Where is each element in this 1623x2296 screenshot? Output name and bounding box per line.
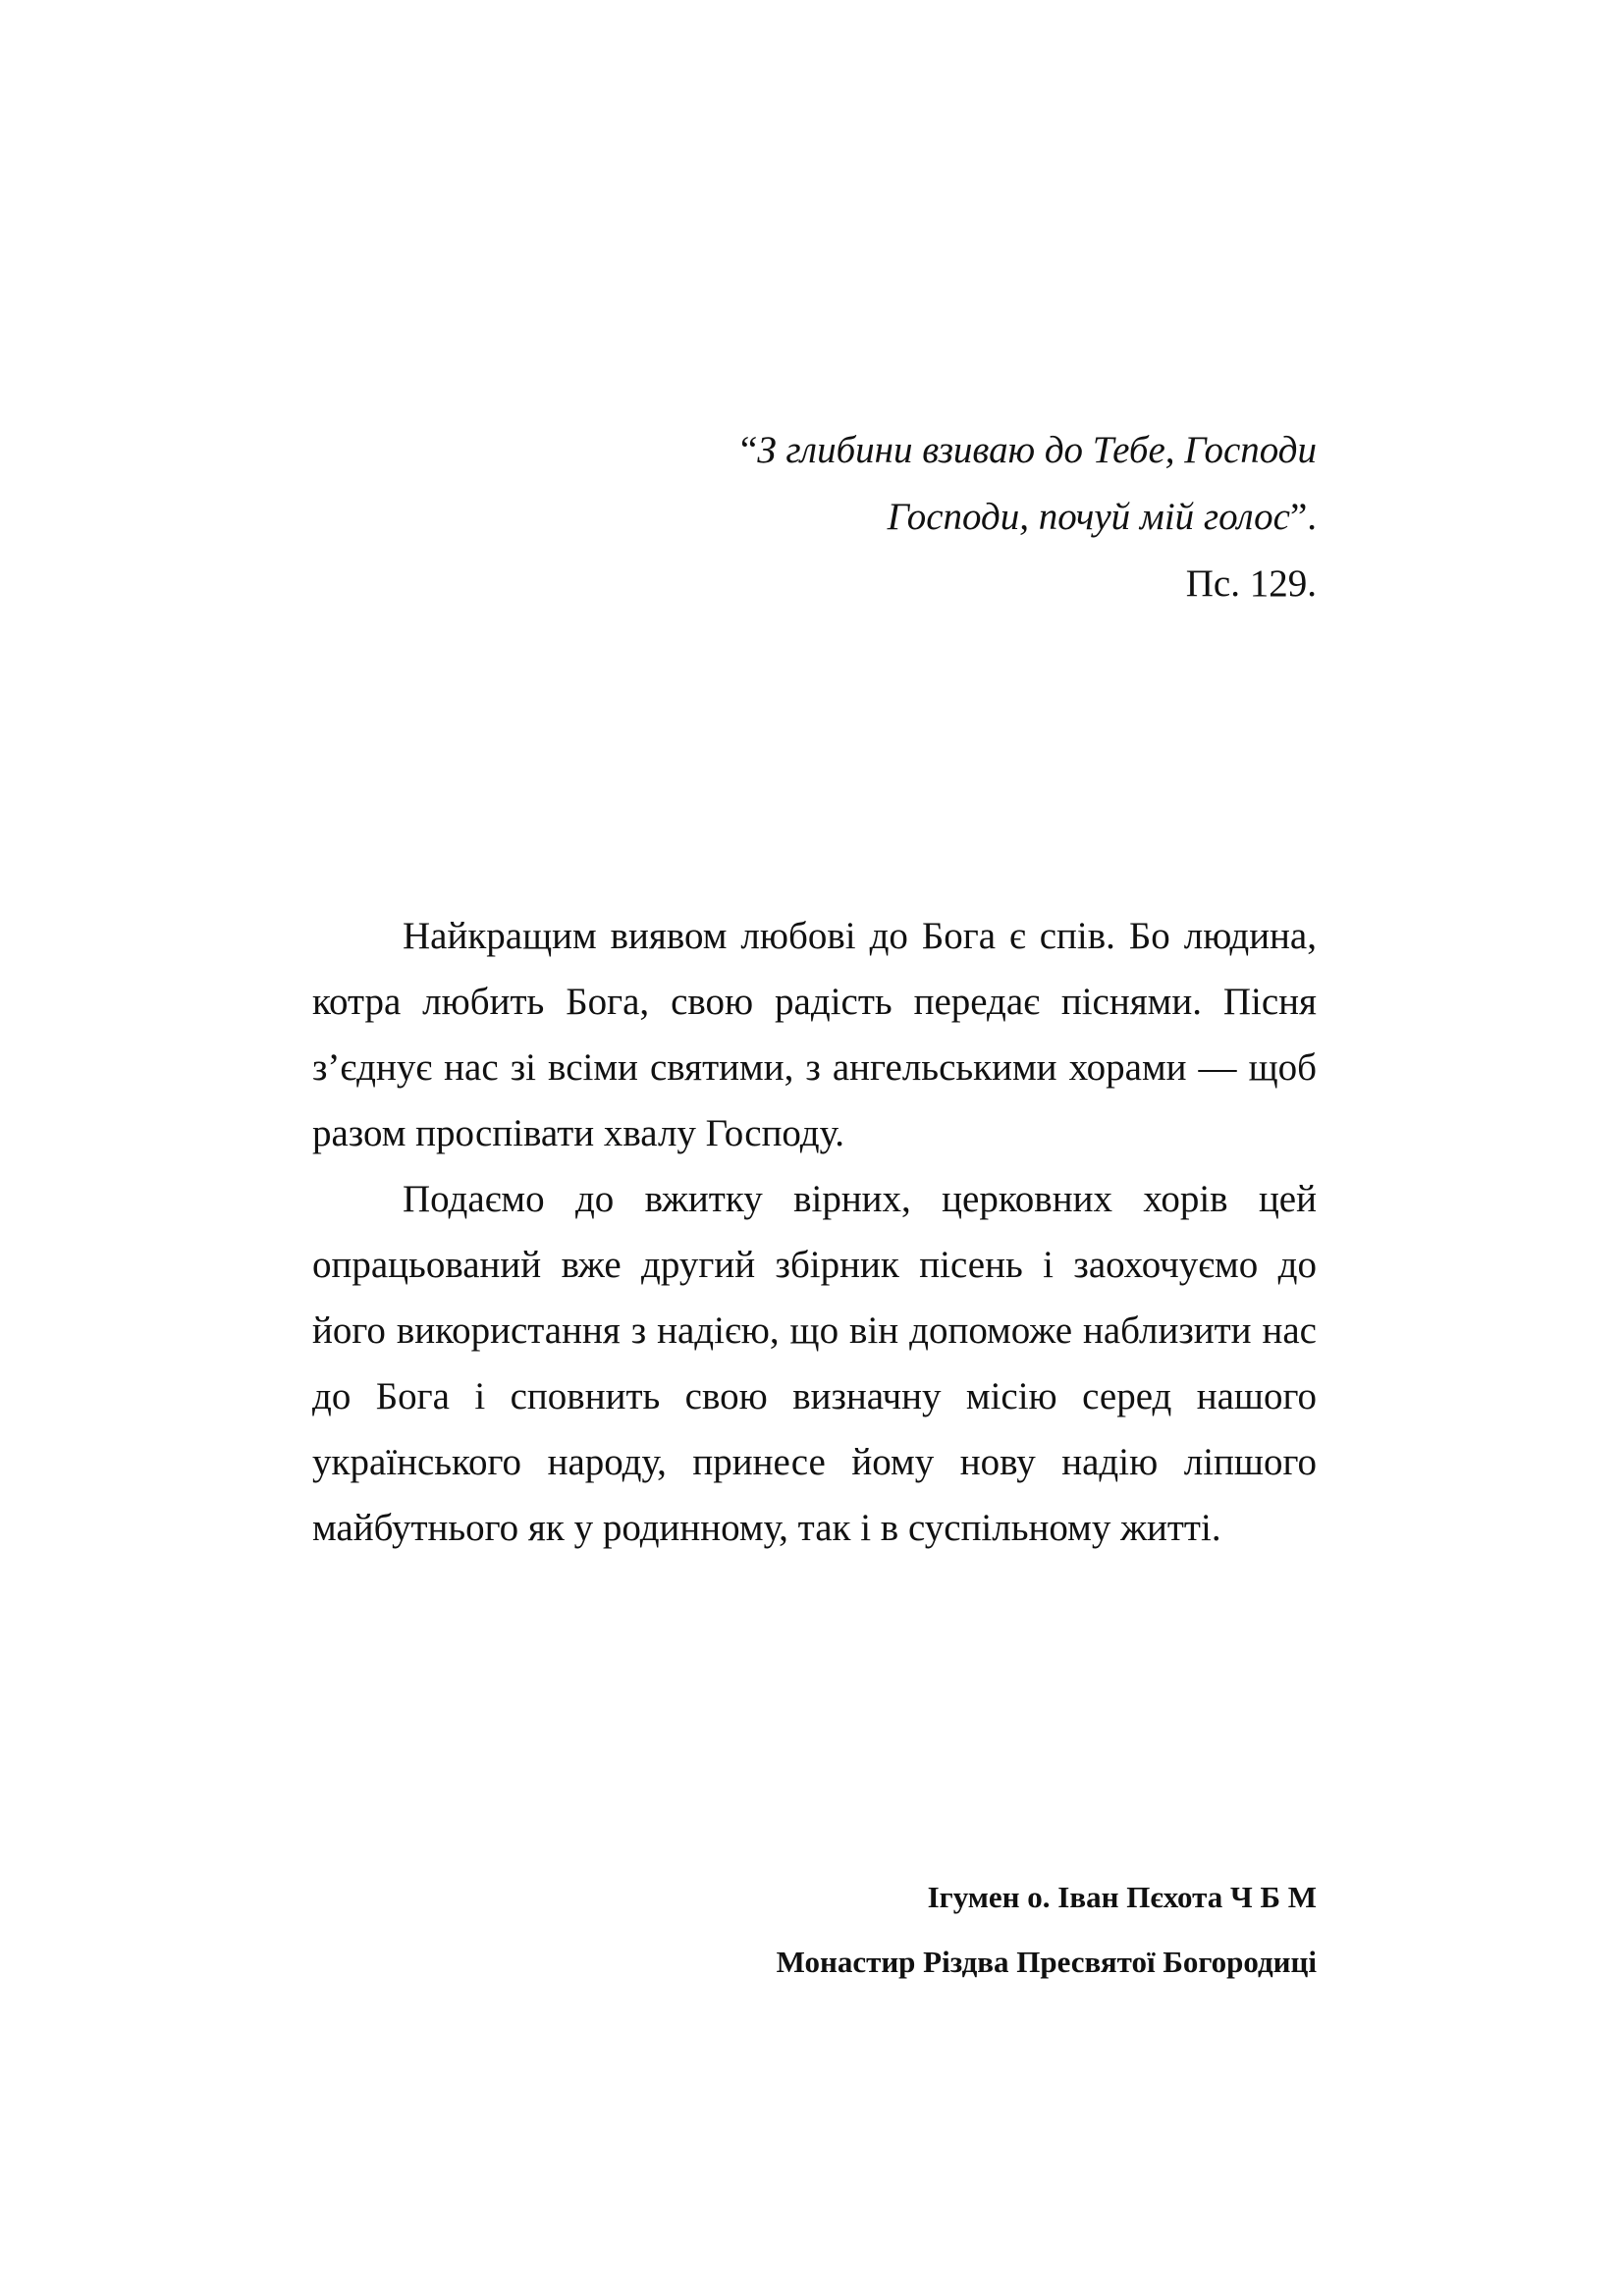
body-text bbox=[312, 903, 1317, 1561]
epigraph-open-quote: “ bbox=[739, 429, 758, 471]
paragraph-1: Найкращим виявом любові до Бога є спів. Бо людина, котра любить Бога, свою радість передає піснями. Пісня з’єднує нас зі всіми святими, з ангельськими хорами — щоб разом проспівати хвалу Господу. bbox=[312, 915, 1317, 1154]
epigraph-text-1: З глибини взиваю до Тебе, Господи bbox=[757, 429, 1317, 471]
signature-institution: Монастир Різдва Пресвятої Богородиці bbox=[776, 1945, 1317, 1979]
epigraph bbox=[629, 417, 1317, 617]
signature bbox=[433, 1865, 1317, 1995]
epigraph-line-2 bbox=[629, 484, 1317, 551]
epigraph-close-quote: ”. bbox=[1289, 496, 1317, 538]
signature-author: Ігумен о. Іван Пєхота Ч Б М bbox=[927, 1880, 1317, 1914]
epigraph-text-2: Господи, почуй мій голос bbox=[887, 496, 1290, 538]
epigraph-reference: Пс. 129. bbox=[1185, 562, 1317, 605]
paragraph-2: Подаємо до вжитку вірних, церковних хорів цей опрацьований вже другий збірник пісень і заохочуємо до його використання з надією, що він допоможе наблизити нас до Бога і сповнить свою визначну місію серед нашого українського народу, принесе йому нову надію ліпшого майбутнього як у родинному, так і в суспільному житті. bbox=[312, 1178, 1317, 1549]
epigraph-line-1 bbox=[629, 417, 1317, 484]
